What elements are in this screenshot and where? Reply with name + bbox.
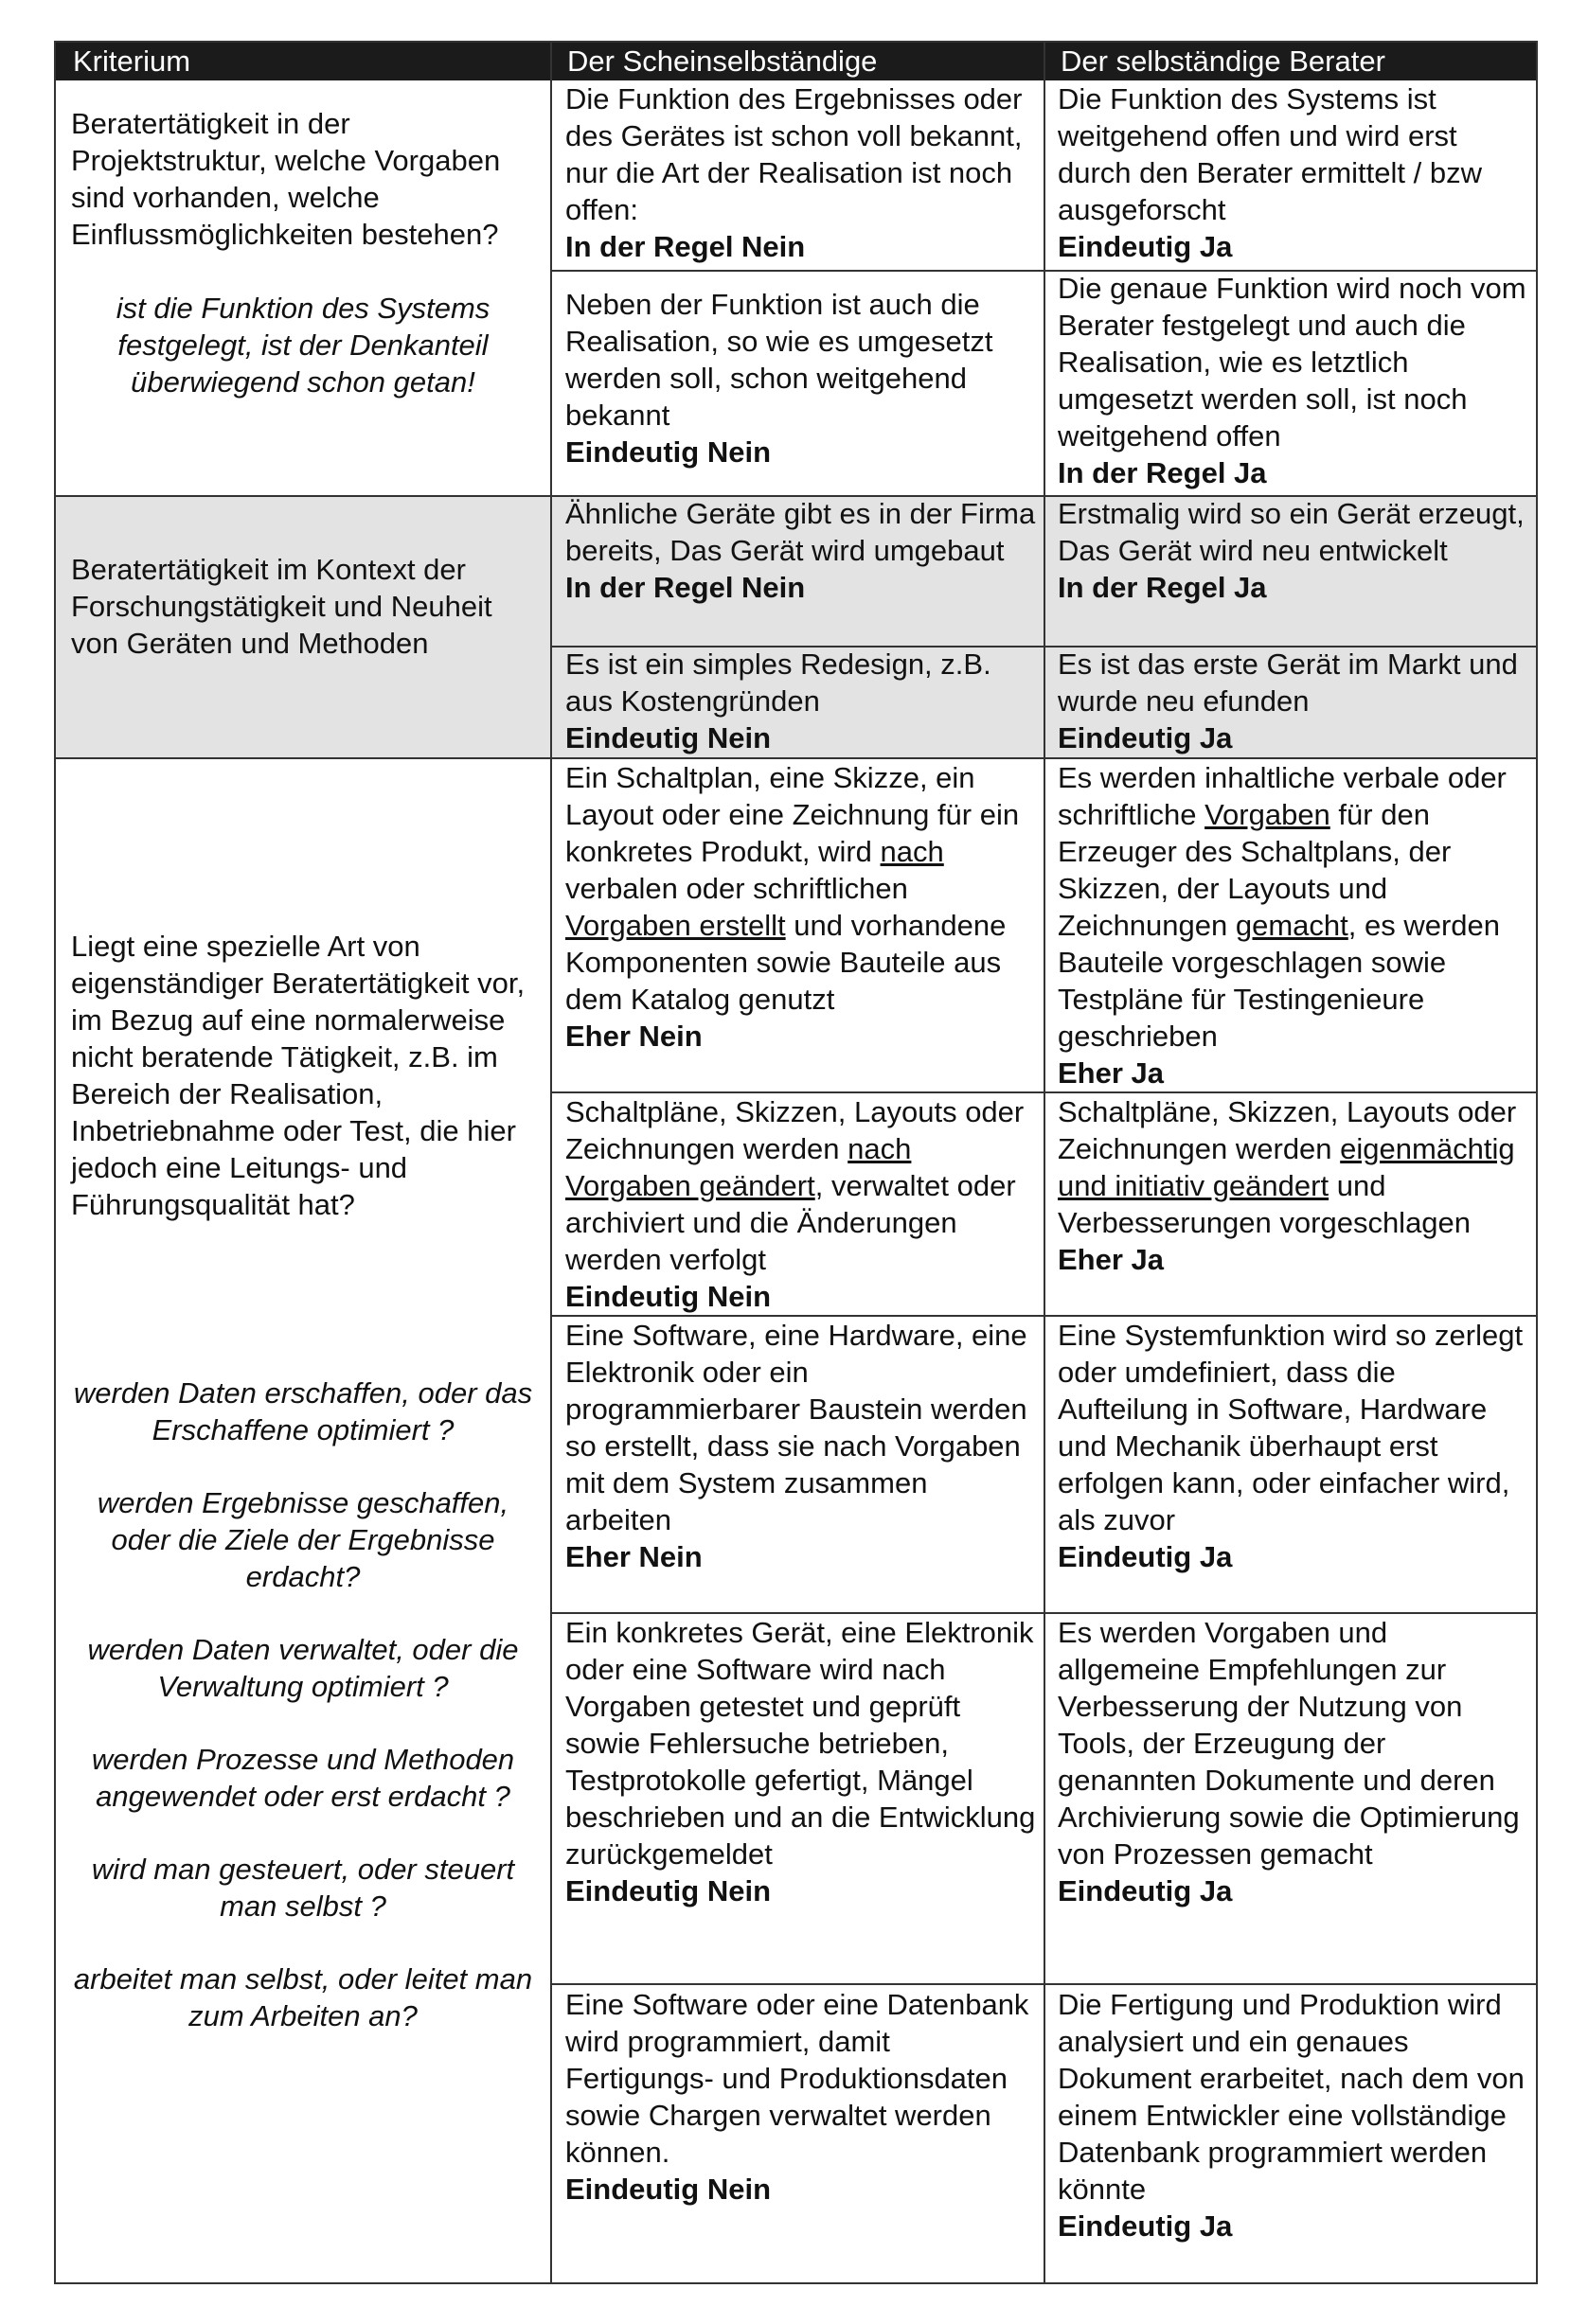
cell-text: , verwaltet oder archiviert und die Änderungen werden verfolgt <box>565 1169 1016 1276</box>
s1-r2-schein <box>565 286 1039 470</box>
s1-r2-berater <box>1058 270 1531 491</box>
row-divider <box>550 646 1538 648</box>
cell-text: Ähnliche Geräte gibt es in der Firma bereits, Das Gerät wird umgebaut <box>565 497 1036 567</box>
cell-text: für den Erzeuger des Schaltplans, der Skizzen, der Layouts und Zeichnungen <box>1058 798 1452 942</box>
cell-text: Ein konkretes Gerät, eine Elektronik oder eine Software wird nach Vorgaben getestet und geprüft sowie Fehlersuche betrieben, Testprotokolle gefertigt, Mängel beschrieben und an die Entwicklung zurückgemeldet <box>565 1616 1036 1871</box>
criterion-text: Beratertätigkeit im Kontext der Forschungstätigkeit und Neuheit von Geräten und Methoden <box>71 553 492 660</box>
cell-text: Erstmalig wird so ein Gerät erzeugt, Das Gerät wird neu entwickelt <box>1058 497 1525 567</box>
s3-r5-schein <box>565 1986 1039 2208</box>
cell-text: Es ist das erste Gerät im Markt und wurde neu efunden <box>1058 648 1518 718</box>
table-header <box>56 43 1536 80</box>
s1-r1-schein <box>565 80 1039 265</box>
cell-text: Es werden inhaltliche verbale oder schriftliche <box>1058 761 1507 831</box>
hint-1: werden Daten erschaffen, oder das Erschaffene optimiert ? <box>73 1376 533 1446</box>
cell-text: Die Funktion des Systems ist weitgehend offen und wird erst durch den Berater ermittelt / bzw ausgeforscht <box>1058 82 1482 226</box>
s3-r1-schein <box>565 759 1039 1055</box>
cell-text: Die Funktion des Ergebnisses oder des Gerätes ist schon voll bekannt, nur die Art der Realisation ist noch offen: <box>565 82 1023 226</box>
cell-text: Es werden Vorgaben und allgemeine Empfehlungen zur Verbesserung der Nutzung von Tools, der Erzeugung der genannten Dokumente und deren Archivierung sowie die Optimierung von Prozessen gemacht <box>1058 1616 1520 1871</box>
verdict: Eindeutig Nein <box>565 1280 771 1313</box>
s3-r3-schein <box>565 1317 1039 1575</box>
criterion-text: Beratertätigkeit in der Projektstruktur, welche Vorgaben sind vorhanden, welche Einflussmöglichkeiten bestehen? <box>71 107 501 251</box>
s3-r4-schein <box>565 1614 1039 1909</box>
s2-r2-berater <box>1058 646 1531 756</box>
verdict: In der Regel Nein <box>565 571 806 604</box>
verdict: Eindeutig Nein <box>565 721 771 754</box>
section-2-criterion <box>56 551 550 662</box>
cell-text: verbalen oder schriftlichen <box>565 872 908 905</box>
cell-text: , es werden Bauteile vorgeschlagen sowie Testpläne für Testingenieure geschrieben <box>1058 909 1501 1053</box>
s2-r1-berater <box>1058 495 1531 606</box>
verdict: In der Regel Nein <box>565 230 806 263</box>
verdict: Eher Nein <box>565 1020 703 1053</box>
s3-r2-schein <box>565 1093 1039 1315</box>
underlined-text: nach <box>880 835 944 868</box>
verdict: Eindeutig Nein <box>565 2173 771 2206</box>
criterion-text: Liegt eine spezielle Art von eigenständiger Beratertätigkeit vor, im Bezug auf eine normalerweise nicht beratende Tätigkeit, z.B. im Bereich der Realisation, Inbetriebnahme oder Test, die hier jedoch eine Leitungs- und Führungsqualität hat? <box>71 930 526 1221</box>
row-divider <box>550 1091 1538 1093</box>
cell-text: Eine Software, eine Hardware, eine Elektronik oder ein programmierbarer Baustein werden so erstellt, dass sie nach Vorgaben mit dem System zusammen arbeiten <box>565 1319 1027 1536</box>
s2-r1-schein <box>565 495 1039 606</box>
cell-text: und Verbesserungen vorgeschlagen <box>1058 1169 1472 1239</box>
s3-r2-berater <box>1058 1093 1531 1278</box>
s2-r2-schein <box>565 646 1039 756</box>
section-3-criterion <box>56 928 550 1223</box>
section-divider <box>56 757 1536 759</box>
verdict: Eindeutig Ja <box>1058 721 1233 754</box>
underlined-text: eigenmächtig und initiativ geändert <box>1058 1132 1515 1202</box>
header-scheinselbstaendige: Der Scheinselbständige <box>567 44 878 78</box>
cell-text: Es ist ein simples Redesign, z.B. aus Kostengründen <box>565 648 991 718</box>
cell-text: Schaltpläne, Skizzen, Layouts oder Zeichnungen werden <box>565 1095 1025 1165</box>
underlined-text: nach Vorgaben geändert <box>565 1132 912 1202</box>
section-1-criterion <box>56 105 550 400</box>
cell-text: Eine Software oder eine Datenbank wird programmiert, damit Fertigungs- und Produktionsdaten sowie Chargen verwaltet werden können. <box>565 1988 1029 2169</box>
column-divider <box>550 43 552 2282</box>
column-divider <box>1044 43 1045 2282</box>
underlined-text: gemacht <box>1235 909 1348 942</box>
cell-text: Eine Systemfunktion wird so zerlegt oder umdefiniert, dass die Aufteilung in Software, Hardware und Mechanik überhaupt erst erfolgen kann, oder einfacher wird, als zuvor <box>1058 1319 1524 1536</box>
underlined-text: Vorgaben erstellt <box>565 909 786 942</box>
s3-r3-berater <box>1058 1317 1531 1575</box>
header-criterion: Kriterium <box>73 44 191 78</box>
row-divider <box>550 1315 1538 1317</box>
hint-5: wird man gesteuert, oder steuert man selbst ? <box>91 1853 515 1923</box>
row-divider <box>550 1983 1538 1985</box>
verdict: Eindeutig Ja <box>1058 230 1233 263</box>
hint-4: werden Prozesse und Methoden angewendet oder erst erdacht ? <box>91 1743 515 1813</box>
section-3-hints <box>56 1375 550 2034</box>
header-selbstaendige-berater: Der selbständige Berater <box>1061 44 1385 78</box>
cell-text: und vorhandene Komponenten sowie Bauteile aus dem Katalog genutzt <box>565 909 1007 1016</box>
cell-text: Neben der Funktion ist auch die Realisation, so wie es umgesetzt werden soll, schon weitgehend bekannt <box>565 288 993 432</box>
cell-text: Die genaue Funktion wird noch vom Berater festgelegt und auch die Realisation, wie es letztlich umgesetzt werden soll, ist noch weitgehend offen <box>1058 272 1526 452</box>
s3-r4-berater <box>1058 1614 1531 1909</box>
cell-text: Schaltpläne, Skizzen, Layouts oder Zeichnungen werden <box>1058 1095 1517 1165</box>
verdict: In der Regel Ja <box>1058 571 1267 604</box>
verdict: Eher Nein <box>565 1540 703 1573</box>
hint-2: werden Ergebnisse geschaffen, oder die Ziele der Ergebnisse erdacht? <box>97 1486 509 1593</box>
verdict: Eindeutig Ja <box>1058 2209 1233 2243</box>
verdict: Eindeutig Nein <box>565 435 771 469</box>
verdict: Eindeutig Ja <box>1058 1540 1233 1573</box>
row-divider <box>550 270 1538 272</box>
s3-r5-berater <box>1058 1986 1531 2244</box>
verdict: Eindeutig Nein <box>565 1874 771 1907</box>
cell-text: Die Fertigung und Produktion wird analysiert und ein genaues Dokument erarbeitet, nach dem von einem Entwickler eine vollständige Datenbank programmiert werden könnte <box>1058 1988 1525 2206</box>
s3-r1-berater <box>1058 759 1531 1091</box>
hint-3: werden Daten verwaltet, oder die Verwaltung optimiert ? <box>87 1633 519 1703</box>
verdict: In der Regel Ja <box>1058 456 1267 489</box>
verdict: Eher Ja <box>1058 1056 1165 1090</box>
row-divider <box>550 1612 1538 1614</box>
underlined-text: Vorgaben <box>1204 798 1330 831</box>
verdict: Eher Ja <box>1058 1243 1165 1276</box>
verdict: Eindeutig Ja <box>1058 1874 1233 1907</box>
criteria-table <box>54 41 1538 2284</box>
cell-text: Ein Schaltplan, eine Skizze, ein Layout oder eine Zeichnung für ein konkretes Produkt, wird <box>565 761 1020 868</box>
s1-r1-berater <box>1058 80 1531 265</box>
section-divider <box>56 495 1536 497</box>
hint-6: arbeitet man selbst, oder leitet man zum Arbeiten an? <box>73 1962 533 2032</box>
criterion-hint: ist die Funktion des Systems festgelegt, ist der Denkanteil überwiegend schon getan! <box>116 292 491 399</box>
